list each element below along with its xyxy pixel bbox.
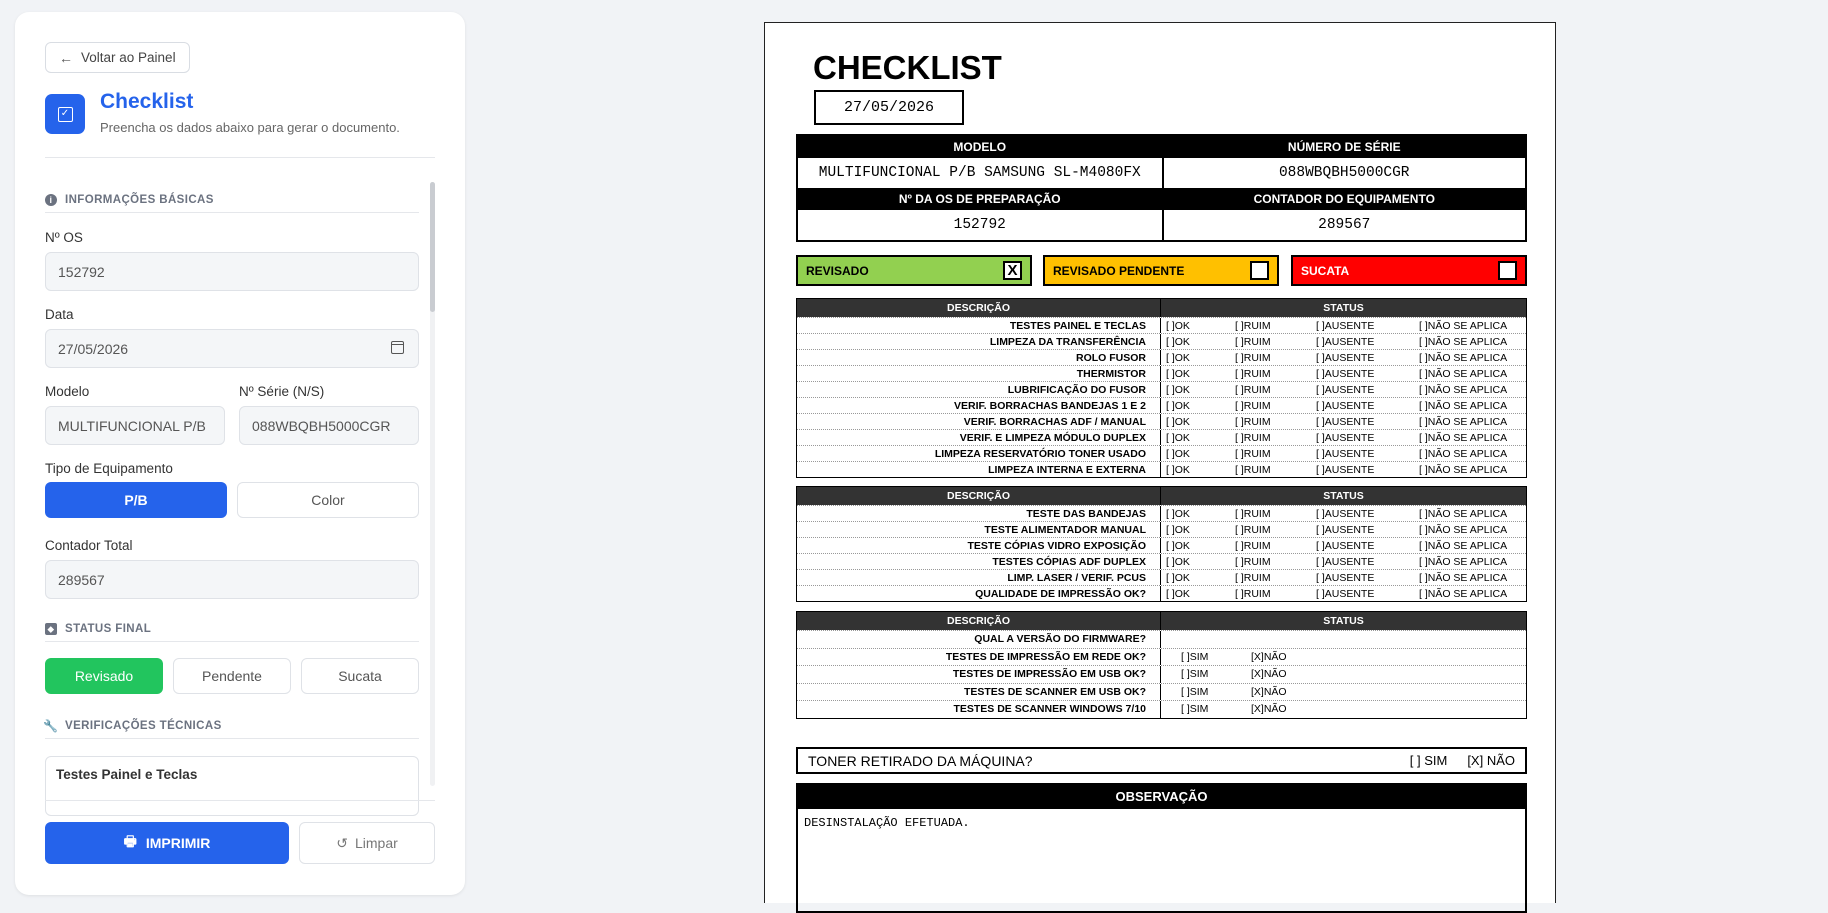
observation-header: OBSERVAÇÃO bbox=[798, 785, 1525, 809]
option-nao-se-aplica: [ ]NÃO SE APLICA bbox=[1419, 320, 1508, 332]
wrench-icon: 🔧 bbox=[43, 719, 59, 733]
option-nao-se-aplica: [ ]NÃO SE APLICA bbox=[1419, 448, 1508, 460]
option-ruim: [ ]RUIM bbox=[1235, 448, 1271, 460]
toner-sim: [ ] SIM bbox=[1409, 753, 1448, 768]
calendar-icon[interactable] bbox=[391, 341, 404, 354]
option-ausente: [ ]AUSENTE bbox=[1316, 588, 1375, 600]
checklist-row-desc: LUBRIFICAÇÃO DO FUSOR bbox=[797, 382, 1161, 397]
option-ok: [ ]OK bbox=[1166, 368, 1190, 380]
option-ruim: [ ]RUIM bbox=[1235, 432, 1271, 444]
checklist-row bbox=[797, 429, 1526, 445]
option-sim: [ ]SIM bbox=[1181, 650, 1209, 663]
checklist-row bbox=[797, 317, 1526, 333]
model-header: MODELO bbox=[798, 136, 1162, 158]
doc-status-sucata: SUCATA bbox=[1291, 255, 1527, 286]
option-ausente: [ ]AUSENTE bbox=[1316, 320, 1375, 332]
doc-date: 27/05/2026 bbox=[814, 90, 964, 125]
toner-nao: [X] NÃO bbox=[1467, 753, 1515, 768]
page-subtitle: Preencha os dados abaixo para gerar o documento. bbox=[100, 120, 400, 135]
checklist-row-desc: VERIF. BORRACHAS BANDEJAS 1 E 2 bbox=[797, 398, 1161, 413]
model-input[interactable]: MULTIFUNCIONAL P/B bbox=[45, 406, 225, 445]
equipment-color-button[interactable]: Color bbox=[237, 482, 419, 518]
counter-label: Contador Total bbox=[45, 538, 133, 553]
scrollbar[interactable] bbox=[430, 182, 435, 786]
option-sim: [ ]SIM bbox=[1181, 668, 1209, 680]
checklist-row bbox=[797, 333, 1526, 349]
option-nao-se-aplica: [ ]NÃO SE APLICA bbox=[1419, 524, 1508, 536]
checklist-row bbox=[797, 413, 1526, 429]
col-status: STATUS bbox=[1323, 302, 1364, 314]
checklist-row-desc: LIMP. LASER / VERIF. PCUS bbox=[797, 570, 1161, 585]
equipment-type-label: Tipo de Equipamento bbox=[45, 461, 173, 476]
option-ok: [ ]OK bbox=[1166, 448, 1190, 460]
observation-box bbox=[796, 783, 1527, 913]
option-nao: [X]NÃO bbox=[1251, 650, 1287, 663]
option-ruim: [ ]RUIM bbox=[1235, 336, 1271, 348]
option-ruim: [ ]RUIM bbox=[1235, 352, 1271, 364]
option-ruim: [ ]RUIM bbox=[1235, 416, 1271, 428]
option-ok: [ ]OK bbox=[1166, 416, 1190, 428]
counter-value: 289567 bbox=[1162, 210, 1526, 240]
checklist-row-desc: TESTES DE SCANNER WINDOWS 7/10 bbox=[797, 701, 1161, 718]
back-button[interactable] bbox=[45, 42, 190, 73]
checklist-row-desc: TESTES PAINEL E TECLAS bbox=[797, 318, 1161, 333]
page-title: Checklist bbox=[100, 90, 194, 113]
toner-question: TONER RETIRADO DA MÁQUINA? bbox=[808, 752, 1033, 769]
option-ok: [ ]OK bbox=[1166, 432, 1190, 444]
checklist-row-desc: TESTE CÓPIAS VIDRO EXPOSIÇÃO bbox=[797, 538, 1161, 553]
option-nao-se-aplica: [ ]NÃO SE APLICA bbox=[1419, 352, 1508, 364]
observation-text: DESINSTALAÇÃO EFETUADA. bbox=[804, 816, 970, 830]
checklist-row-desc: VERIF. BORRACHAS ADF / MANUAL bbox=[797, 414, 1161, 429]
checklist-row bbox=[797, 381, 1526, 397]
option-ausente: [ ]AUSENTE bbox=[1316, 524, 1375, 536]
divider bbox=[45, 800, 435, 801]
option-nao-se-aplica: [ ]NÃO SE APLICA bbox=[1419, 464, 1508, 476]
date-value: 27/05/2026 bbox=[58, 340, 129, 357]
checklist-row bbox=[797, 683, 1526, 701]
option-ausente: [ ]AUSENTE bbox=[1316, 368, 1375, 380]
option-ok: [ ]OK bbox=[1166, 588, 1190, 600]
option-ok: [ ]OK bbox=[1166, 572, 1190, 584]
back-label: Voltar ao Painel bbox=[81, 50, 176, 65]
option-ok: [ ]OK bbox=[1166, 352, 1190, 364]
serial-input[interactable]: 088WBQBH5000CGR bbox=[239, 406, 419, 445]
os-header: Nº DA OS DE PREPARAÇÃO bbox=[798, 188, 1162, 210]
checklist-row bbox=[797, 397, 1526, 413]
checklist-row bbox=[797, 700, 1526, 718]
serial-label: Nº Série (N/S) bbox=[239, 384, 325, 399]
option-ausente: [ ]AUSENTE bbox=[1316, 416, 1375, 428]
counter-input[interactable]: 289567 bbox=[45, 560, 419, 599]
checklist-group-1 bbox=[796, 298, 1527, 478]
option-ruim: [ ]RUIM bbox=[1235, 556, 1271, 568]
option-ausente: [ ]AUSENTE bbox=[1316, 352, 1375, 364]
checklist-row-desc: LIMPEZA INTERNA E EXTERNA bbox=[797, 462, 1161, 477]
document-preview bbox=[764, 22, 1556, 903]
checklist-icon: ✓ bbox=[45, 94, 85, 134]
option-sim: [ ]SIM bbox=[1181, 703, 1209, 715]
os-label: Nº OS bbox=[45, 230, 83, 245]
checklist-row-desc: VERIF. E LIMPEZA MÓDULO DUPLEX bbox=[797, 430, 1161, 445]
serial-header: NÚMERO DE SÉRIE bbox=[1162, 136, 1526, 158]
option-ok: [ ]OK bbox=[1166, 400, 1190, 412]
checklist-row bbox=[797, 445, 1526, 461]
option-ruim: [ ]RUIM bbox=[1235, 588, 1271, 600]
checklist-row-desc: TESTES CÓPIAS ADF DUPLEX bbox=[797, 554, 1161, 569]
doc-title: CHECKLIST bbox=[813, 49, 1002, 86]
status-pendente-button[interactable]: Pendente bbox=[173, 658, 291, 694]
os-input[interactable]: 152792 bbox=[45, 252, 419, 291]
option-ruim: [ ]RUIM bbox=[1235, 320, 1271, 332]
col-status: STATUS bbox=[1323, 490, 1364, 502]
checklist-row bbox=[797, 648, 1526, 666]
model-value: MULTIFUNCIONAL P/B SAMSUNG SL-M4080FX bbox=[818, 165, 1141, 181]
form-scroll-area[interactable] bbox=[45, 174, 437, 788]
checklist-row-desc: LIMPEZA DA TRANSFERÊNCIA bbox=[797, 334, 1161, 349]
option-nao-se-aplica: [ ]NÃO SE APLICA bbox=[1419, 416, 1508, 428]
checklist-row-desc: QUALIDADE DE IMPRESSÃO OK? bbox=[797, 586, 1161, 601]
option-ruim: [ ]RUIM bbox=[1235, 524, 1271, 536]
option-ausente: [ ]AUSENTE bbox=[1316, 448, 1375, 460]
option-ausente: [ ]AUSENTE bbox=[1316, 540, 1375, 552]
option-ausente: [ ]AUSENTE bbox=[1316, 464, 1375, 476]
option-ruim: [ ]RUIM bbox=[1235, 540, 1271, 552]
option-nao-se-aplica: [ ]NÃO SE APLICA bbox=[1419, 508, 1508, 520]
status-sucata-button[interactable]: Sucata bbox=[301, 658, 419, 694]
option-ruim: [ ]RUIM bbox=[1235, 572, 1271, 584]
tag-icon: ⬥ bbox=[45, 623, 57, 635]
checklist-row bbox=[797, 365, 1526, 381]
checklist-row bbox=[797, 505, 1526, 521]
section-tech-title: 🔧 VERIFICAÇÕES TÉCNICAS bbox=[45, 720, 419, 739]
divider bbox=[45, 157, 435, 158]
checklist-row-desc: TESTE DAS BANDEJAS bbox=[797, 506, 1161, 521]
section-status-title: ⬥ STATUS FINAL bbox=[45, 623, 419, 642]
option-ok: [ ]OK bbox=[1166, 524, 1190, 536]
scrollbar-thumb[interactable] bbox=[430, 182, 435, 312]
checklist-row bbox=[797, 569, 1526, 585]
option-ok: [ ]OK bbox=[1166, 384, 1190, 396]
date-input[interactable] bbox=[45, 329, 419, 368]
info-icon: i bbox=[45, 194, 57, 206]
checklist-row-desc: TESTE ALIMENTADOR MANUAL bbox=[797, 522, 1161, 537]
checklist-row-desc: TESTES DE SCANNER EM USB OK? bbox=[797, 684, 1161, 701]
option-ausente: [ ]AUSENTE bbox=[1316, 508, 1375, 520]
col-desc: DESCRIÇÃO bbox=[797, 612, 1161, 630]
checklist-row-desc: TESTES DE IMPRESSÃO EM USB OK? bbox=[797, 666, 1161, 683]
printer-icon: 🖶 bbox=[123, 833, 137, 849]
checkbox-checked: X bbox=[1003, 261, 1022, 280]
checklist-row bbox=[797, 665, 1526, 683]
col-desc: DESCRIÇÃO bbox=[797, 299, 1161, 317]
serial-value: 088WBQBH5000CGR bbox=[1162, 158, 1526, 188]
checklist-row bbox=[797, 521, 1526, 537]
model-label: Modelo bbox=[45, 384, 90, 399]
status-revisado-button[interactable]: Revisado bbox=[45, 658, 163, 694]
option-ok: [ ]OK bbox=[1166, 320, 1190, 332]
tech-item-label: Testes Painel e Teclas bbox=[56, 767, 198, 782]
option-ausente: [ ]AUSENTE bbox=[1316, 400, 1375, 412]
option-nao-se-aplica: [ ]NÃO SE APLICA bbox=[1419, 336, 1508, 348]
checklist-row bbox=[797, 553, 1526, 569]
reset-icon: ↺ bbox=[336, 834, 348, 851]
option-nao-se-aplica: [ ]NÃO SE APLICA bbox=[1419, 556, 1508, 568]
os-value: 152792 bbox=[953, 217, 1006, 233]
checkbox-empty bbox=[1498, 261, 1517, 280]
option-nao-se-aplica: [ ]NÃO SE APLICA bbox=[1419, 432, 1508, 444]
option-nao-se-aplica: [ ]NÃO SE APLICA bbox=[1419, 540, 1508, 552]
option-nao: [X]NÃO bbox=[1251, 668, 1287, 680]
clear-button[interactable]: ↺ Limpar bbox=[299, 822, 435, 864]
option-ruim: [ ]RUIM bbox=[1235, 400, 1271, 412]
checklist-group-2 bbox=[796, 486, 1527, 602]
checklist-row-desc: TESTES DE IMPRESSÃO EM REDE OK? bbox=[797, 649, 1161, 666]
col-status: STATUS bbox=[1323, 615, 1364, 627]
toner-row bbox=[796, 747, 1527, 774]
checklist-row bbox=[797, 537, 1526, 553]
option-nao-se-aplica: [ ]NÃO SE APLICA bbox=[1419, 400, 1508, 412]
arrow-left-icon: ← bbox=[59, 49, 73, 66]
option-ok: [ ]OK bbox=[1166, 556, 1190, 568]
checklist-row-desc: LIMPEZA RESERVATÓRIO TONER USADO bbox=[797, 446, 1161, 461]
option-ausente: [ ]AUSENTE bbox=[1316, 432, 1375, 444]
checklist-row-desc: ROLO FUSOR bbox=[797, 350, 1161, 365]
counter-header: CONTADOR DO EQUIPAMENTO bbox=[1162, 188, 1526, 210]
checklist-group-3 bbox=[796, 611, 1527, 719]
option-ruim: [ ]RUIM bbox=[1235, 384, 1271, 396]
option-ausente: [ ]AUSENTE bbox=[1316, 556, 1375, 568]
option-ok: [ ]OK bbox=[1166, 540, 1190, 552]
col-desc: DESCRIÇÃO bbox=[797, 487, 1161, 505]
form-panel bbox=[15, 12, 465, 895]
checklist-row bbox=[797, 461, 1526, 477]
equipment-pb-button[interactable]: P/B bbox=[45, 482, 227, 518]
option-ok: [ ]OK bbox=[1166, 464, 1190, 476]
option-sim: [ ]SIM bbox=[1181, 685, 1209, 698]
option-nao-se-aplica: [ ]NÃO SE APLICA bbox=[1419, 368, 1508, 380]
option-ausente: [ ]AUSENTE bbox=[1316, 572, 1375, 584]
option-ruim: [ ]RUIM bbox=[1235, 368, 1271, 380]
option-ausente: [ ]AUSENTE bbox=[1316, 384, 1375, 396]
option-nao-se-aplica: [ ]NÃO SE APLICA bbox=[1419, 588, 1508, 600]
option-nao-se-aplica: [ ]NÃO SE APLICA bbox=[1419, 572, 1508, 584]
checklist-row bbox=[797, 349, 1526, 365]
doc-status-revisado: REVISADO X bbox=[796, 255, 1032, 286]
option-ok: [ ]OK bbox=[1166, 336, 1190, 348]
doc-status-pendente: REVISADO PENDENTE bbox=[1043, 255, 1279, 286]
option-ausente: [ ]AUSENTE bbox=[1316, 336, 1375, 348]
option-nao-se-aplica: [ ]NÃO SE APLICA bbox=[1419, 384, 1508, 396]
option-ok: [ ]OK bbox=[1166, 508, 1190, 520]
checkbox-empty bbox=[1250, 261, 1269, 280]
option-nao: [X]NÃO bbox=[1251, 703, 1287, 715]
section-basic-title: i INFORMAÇÕES BÁSICAS bbox=[45, 194, 419, 213]
checklist-row-desc: THERMISTOR bbox=[797, 366, 1161, 381]
info-table bbox=[796, 134, 1527, 242]
option-nao: [X]NÃO bbox=[1251, 685, 1287, 698]
tech-item-card bbox=[45, 756, 419, 816]
option-ruim: [ ]RUIM bbox=[1235, 464, 1271, 476]
date-label: Data bbox=[45, 307, 74, 322]
option-ruim: [ ]RUIM bbox=[1235, 508, 1271, 520]
print-button[interactable]: 🖶 IMPRIMIR bbox=[45, 822, 289, 864]
checklist-row bbox=[797, 585, 1526, 601]
firmware-question: QUAL A VERSÃO DO FIRMWARE? bbox=[797, 631, 1161, 648]
